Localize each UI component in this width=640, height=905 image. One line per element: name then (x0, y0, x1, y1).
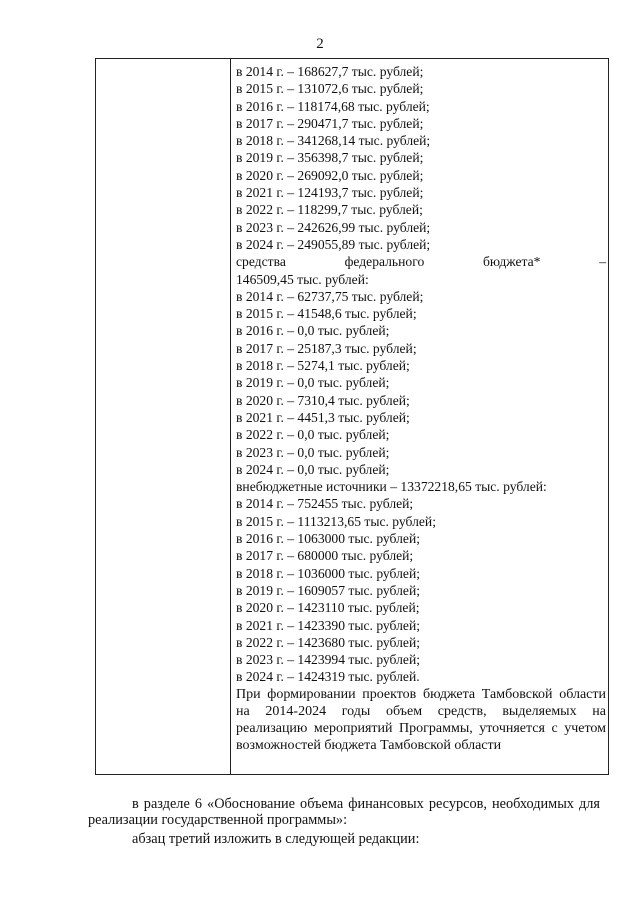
list-item: в 2023 г. – 0,0 тыс. рублей; (236, 444, 390, 460)
federal-budget-heading: средства федерального бюджета* – (236, 254, 606, 270)
list-item: в 2022 г. – 118299,7 тыс. рублей; (236, 202, 423, 218)
budget-closing-note: При формировании проектов бюджета Тамбовской области на 2014-2024 годы объем средств, выделяемых на реализацию мероприятий Программы, уточняется с учетом возможностей бюджета Тамбовской области (236, 686, 606, 754)
extrabudget-block (236, 478, 606, 686)
list-item: в 2018 г. – 1036000 тыс. рублей; (236, 565, 420, 581)
list-item: в 2020 г. – 1423110 тыс. рублей; (236, 600, 420, 616)
list-item: в 2014 г. – 62737,75 тыс. рублей; (236, 288, 424, 304)
list-item: в 2016 г. – 1063000 тыс. рублей; (236, 531, 420, 547)
regional-budget-list (236, 63, 606, 253)
list-item: в 2019 г. – 356398,7 тыс. рублей; (236, 150, 424, 166)
list-item: в 2017 г. – 290471,7 тыс. рублей; (236, 115, 424, 131)
list-item: в 2018 г. – 5274,1 тыс. рублей; (236, 358, 410, 374)
list-item: в 2024 г. – 0,0 тыс. рублей; (236, 461, 390, 477)
section-amendment-paragraph: в разделе 6 «Обоснование объема финансовых ресурсов, необходимых для реализации государственной программы»: (88, 796, 600, 828)
list-item: в 2016 г. – 118174,68 тыс. рублей; (236, 98, 430, 114)
list-item: в 2015 г. – 1113213,65 тыс. рублей; (236, 513, 436, 529)
list-item: в 2016 г. – 0,0 тыс. рублей; (236, 323, 390, 339)
list-item: в 2019 г. – 0,0 тыс. рублей; (236, 375, 390, 391)
extrabudget-heading: внебюджетные источники – 13372218,65 тыс. рублей: (236, 479, 547, 495)
federal-budget-total: 146509,45 тыс. рублей: (236, 271, 369, 287)
list-item: в 2023 г. – 242626,99 тыс. рублей; (236, 219, 431, 235)
list-item: в 2015 г. – 41548,6 тыс. рублей; (236, 306, 417, 322)
list-item: в 2020 г. – 7310,4 тыс. рублей; (236, 392, 410, 408)
list-item: в 2014 г. – 168627,7 тыс. рублей; (236, 64, 424, 79)
list-item: в 2022 г. – 1423680 тыс. рублей; (236, 634, 420, 650)
list-item: в 2021 г. – 4451,3 тыс. рублей; (236, 409, 410, 425)
list-item: в 2019 г. – 1609057 тыс. рублей; (236, 582, 420, 598)
instruction-paragraph: абзац третий изложить в следующей редакции: (132, 831, 420, 847)
funding-cell (236, 63, 606, 755)
federal-budget-block (236, 253, 606, 478)
list-item: в 2021 г. – 1423390 тыс. рублей; (236, 617, 420, 633)
list-item: в 2023 г. – 1423994 тыс. рублей; (236, 652, 420, 668)
list-item: в 2015 г. – 131072,6 тыс. рублей; (236, 81, 424, 97)
list-item: в 2014 г. – 752455 тыс. рублей; (236, 496, 414, 512)
list-item: в 2018 г. – 341268,14 тыс. рублей; (236, 133, 431, 149)
list-item: в 2017 г. – 680000 тыс. рублей; (236, 548, 414, 564)
table-column-divider (230, 59, 231, 774)
list-item: в 2017 г. – 25187,3 тыс. рублей; (236, 340, 417, 356)
list-item: в 2024 г. – 1424319 тыс. рублей. (236, 669, 420, 685)
list-item: в 2022 г. – 0,0 тыс. рублей; (236, 427, 390, 443)
list-item: в 2020 г. – 269092,0 тыс. рублей; (236, 167, 424, 183)
document-body (88, 796, 600, 847)
page-number: 2 (316, 36, 324, 52)
funding-table (95, 58, 609, 775)
list-item: в 2021 г. – 124193,7 тыс. рублей; (236, 185, 424, 201)
list-item: в 2024 г. – 249055,89 тыс. рублей; (236, 236, 431, 252)
